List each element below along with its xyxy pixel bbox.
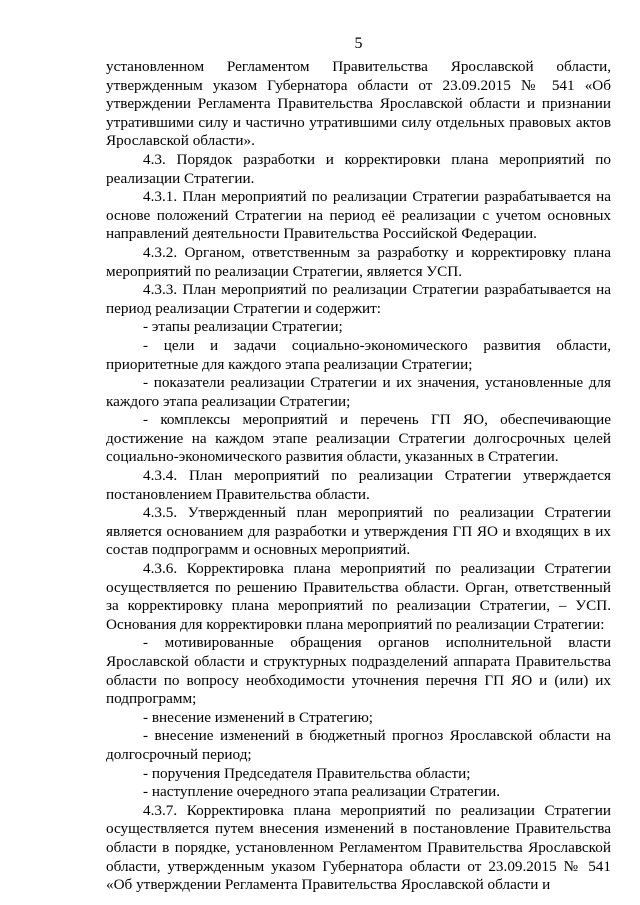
paragraph: установленном Регламентом Правительства Ярославской области, утвержденным указом Губернатора области от 23.09.2015 № 541 «Об утверждении Регламента Правительства Ярославской области и признании утратившими силу и частично утратившими силу отдельных правовых актов Ярославской области». <box>106 58 611 150</box>
paragraph: - показатели реализации Стратегии и их значения, установленные для каждого этапа реализации Стратегии; <box>106 374 611 410</box>
paragraph: - наступление очередного этапа реализации Стратегии. <box>143 783 501 801</box>
paragraph: 4.3. Порядок разработки и корректировки плана мероприятий по реализации Стратегии. <box>106 150 611 187</box>
paragraph: 4.3.6. Корректировка плана мероприятий по реализации Стратегии осуществляется по решению Правительства области. Орган, ответственный за корректировку плана мероприятий по реализации Стратегии, – УСП. Основания для корректировки плана мероприятий по реализации Стратегии: <box>106 560 611 633</box>
paragraph: 4.3.1. План мероприятий по реализации Стратегии разрабатывается на основе положений Стратегии на период её реализации с учетом основных направлений деятельности Правительства Российской Федерации. <box>106 188 611 243</box>
paragraph: - мотивированные обращения органов исполнительной власти Ярославской области и структурных подразделений аппарата Правительства области по вопросу необходимости уточнения перечня ГП ЯО и (или) их подпрограмм; <box>106 634 611 708</box>
paragraph: 4.3.2. Органом, ответственным за разработку и корректировку плана мероприятий по реализации Стратегии, является УСП. <box>106 243 611 280</box>
paragraph: 4.3.5. Утвержденный план мероприятий по реализации Стратегии является основанием для разработки и утверждения ГП ЯО и входящих в их состав подпрограмм и основных мероприятий. <box>106 504 611 559</box>
document-body <box>106 58 611 895</box>
paragraph: - внесение изменений в бюджетный прогноз Ярославской области на долгосрочный период; <box>106 727 611 763</box>
paragraph: - комплексы мероприятий и перечень ГП ЯО, обеспечивающие достижение на каждом этапе реализации Стратегии долгосрочных целей социально-экономического развития области, указанных в Стратегии. <box>106 411 611 466</box>
paragraph: 4.3.4. План мероприятий по реализации Стратегии утверждается постановлением Правительства области. <box>106 467 611 503</box>
page-number: 5 <box>354 35 363 52</box>
paragraph: 4.3.7. Корректировка плана мероприятий по реализации Стратегии осуществляется путем внесения изменений в постановление Правительства области в порядке, установленном Регламентом Правительства Ярославской области, утвержденным указом Губернатора области от 23.09.2015 № 541 «Об утверждении Регламента Правительства Ярославской области и <box>106 801 611 894</box>
paragraph: - внесение изменений в Стратегию; <box>143 708 374 726</box>
paragraph: - этапы реализации Стратегии; <box>143 318 343 336</box>
paragraph: - цели и задачи социально-экономического развития области, приоритетные для каждого этапа реализации Стратегии; <box>106 336 611 373</box>
paragraph: 4.3.3. План мероприятий по реализации Стратегии разрабатывается на период реализации Стратегии и содержит: <box>106 281 611 317</box>
paragraph: - поручения Председателя Правительства области; <box>143 764 471 782</box>
